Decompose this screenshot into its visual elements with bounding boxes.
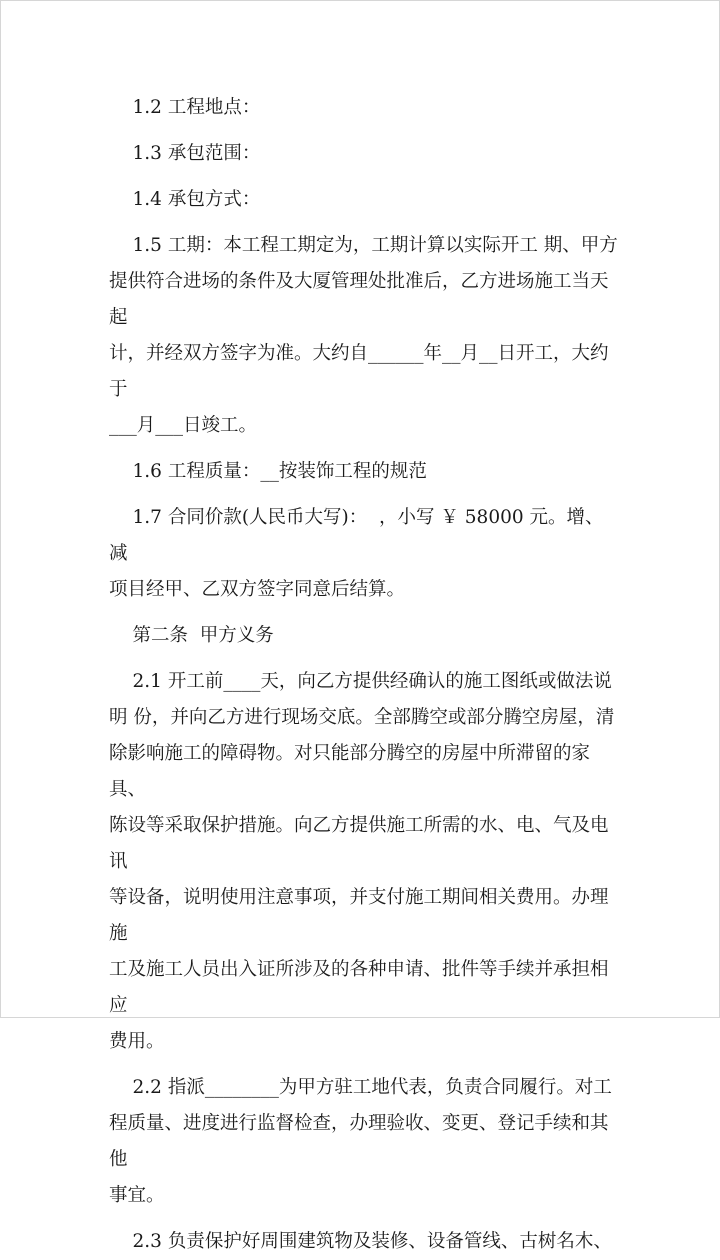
clause-1-5: [109, 228, 621, 444]
text-line: 等设备，说明使用注意事项，并支付施工期间相关费用。办理施: [109, 887, 609, 944]
text-line: 项目经甲、乙双方签字同意后结算。: [109, 579, 406, 600]
text-line: 1.4 承包方式：: [109, 189, 261, 210]
text-line: 除影响施工的障碍物。对只能部分腾空的房屋中所滞留的家具、: [109, 743, 591, 800]
text-line: 1.6 工程质量：__按装饰工程的规范: [109, 461, 427, 482]
text-line: ___月___日竣工。: [109, 415, 258, 436]
text-line: 提供符合进场的条件及大厦管理处批准后，乙方进场施工当天起: [109, 271, 609, 328]
clause-1-6: [109, 454, 621, 490]
article-2-heading: [109, 618, 621, 654]
text-line: 2.3 负责保护好周围建筑物及装修、设备管线、古树名木、: [109, 1231, 612, 1252]
text-line: 2.1 开工前____天，向乙方提供经确认的施工图纸或做法说: [109, 671, 612, 692]
clause-1-2: [109, 90, 621, 126]
document-body: [109, 90, 621, 1260]
clause-1-4: [109, 182, 621, 218]
clause-1-7: [109, 500, 621, 608]
text-line: 事宜。: [109, 1185, 165, 1206]
text-line: 1.5 工期：本工程工期定为，工期计算以实际开工 期、甲方: [109, 235, 618, 256]
text-line: 费用。: [109, 1031, 165, 1052]
text-line: 程质量、进度进行监督检查，办理验收、变更、登记手续和其他: [109, 1113, 609, 1170]
text-line: 计，并经双方签字为准。大约自______年__月__日开工，大约于: [109, 343, 609, 400]
text-line: 2.2 指派________为甲方驻工地代表，负责合同履行。对工: [109, 1077, 612, 1098]
clause-2-2: [109, 1070, 621, 1214]
text-line: 陈设等采取保护措施。向乙方提供施工所需的水、电、气及电讯: [109, 815, 609, 872]
text-line: 1.3 承包范围：: [109, 143, 261, 164]
text-line: 第二条 甲方义务: [109, 625, 274, 646]
clause-2-1: [109, 664, 621, 1060]
clause-2-3: [109, 1224, 621, 1260]
text-line: 明 份，并向乙方进行现场交底。全部腾空或部分腾空房屋，清: [109, 707, 615, 728]
text-line: 工及施工人员出入证所涉及的各种申请、批件等手续并承担相应: [109, 959, 609, 1016]
text-line: 1.7 合同价款(人民币大写)： ，小写 ￥ 58000 元。增、减: [109, 507, 604, 564]
text-line: 1.2 工程地点：: [109, 97, 261, 118]
clause-1-3: [109, 136, 621, 172]
